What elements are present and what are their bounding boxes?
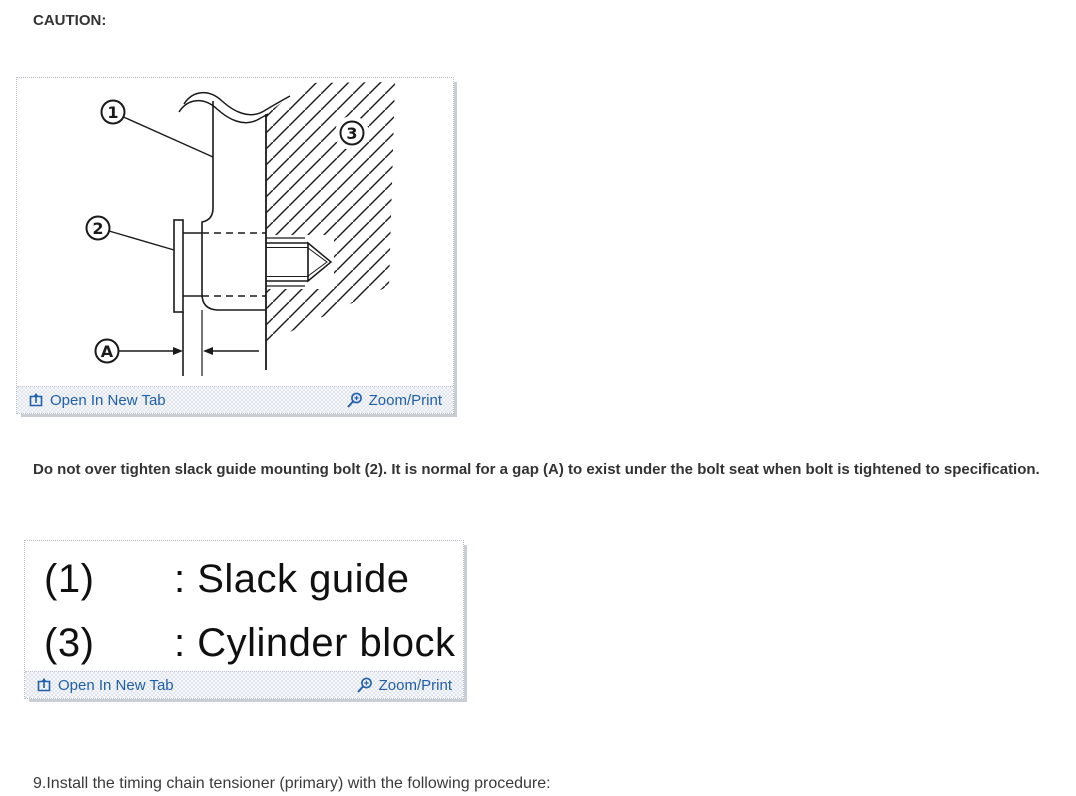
cylinder-block-hatching — [266, 82, 395, 343]
bolt-seat-flange — [174, 220, 183, 312]
image-toolbar — [25, 671, 463, 698]
image-toolbar — [17, 386, 453, 413]
zoom-print-link[interactable] — [346, 392, 442, 409]
svg-text:2: 2 — [92, 219, 104, 238]
legend-row-2 — [44, 611, 463, 671]
zoom-print-label: Zoom/Print — [368, 391, 442, 409]
open-in-new-tab-icon — [36, 677, 52, 693]
open-in-new-tab-link[interactable] — [36, 677, 174, 694]
gap-dimension-arrows — [118, 347, 259, 355]
open-in-new-tab-label: Open In New Tab — [58, 676, 174, 694]
svg-text:1: 1 — [107, 103, 119, 122]
zoom-print-label: Zoom/Print — [378, 676, 452, 694]
callout-1 — [102, 101, 125, 124]
callout-3 — [335, 116, 369, 150]
slack-guide-diagram-svg — [17, 78, 453, 386]
legend-number: (1) — [44, 557, 95, 601]
svg-text:3: 3 — [346, 124, 358, 143]
open-in-new-tab-label: Open In New Tab — [50, 391, 166, 409]
slack-guide-diagram — [17, 78, 453, 386]
magnifier-icon — [346, 392, 363, 409]
diagram-panel — [16, 77, 454, 414]
callout-2 — [87, 217, 110, 240]
callout-gap-a — [96, 340, 119, 363]
open-in-new-tab-icon — [28, 392, 44, 408]
open-in-new-tab-link[interactable] — [28, 392, 166, 409]
legend-label: : Cylinder block — [174, 621, 456, 665]
caution-warning-text: Do not over tighten slack guide mounting bolt (2). It is normal for a gap (A) to exist under the bolt seat when bolt is tightened to specification. — [33, 461, 1040, 478]
svg-text:A: A — [100, 342, 114, 361]
legend-panel — [24, 540, 464, 699]
caution-heading: CAUTION: — [33, 12, 107, 29]
magnifier-icon — [356, 677, 373, 694]
slack-guide-outline — [202, 101, 266, 310]
legend-image — [25, 541, 463, 671]
legend-row-1 — [44, 547, 463, 611]
zoom-print-link[interactable] — [356, 677, 452, 694]
legend-label: : Slack guide — [174, 557, 410, 601]
legend-number: (3) — [44, 621, 95, 665]
procedure-step-text: 9.Install the timing chain tensioner (primary) with the following procedure: — [33, 775, 551, 792]
